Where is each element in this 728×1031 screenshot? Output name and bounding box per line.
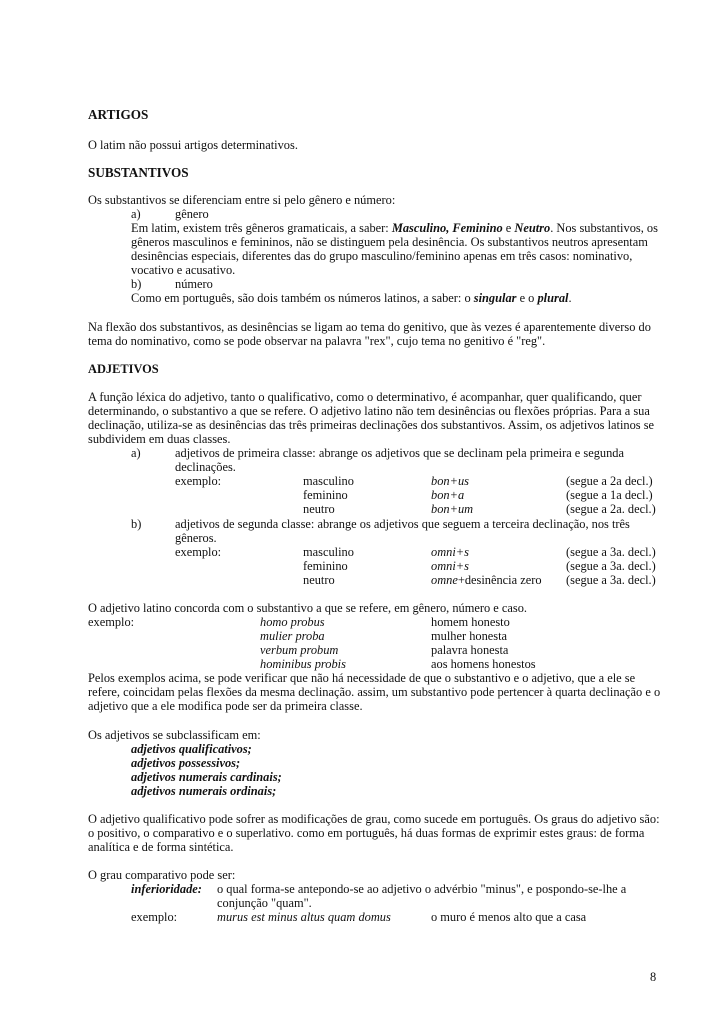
adj-p1-line1: A função léxica do adjetivo, tanto o qualificativo, como o determinativo, é acompanhar, quer qualificando, quer bbox=[88, 390, 642, 404]
concorda-pt: aos homens honestos bbox=[431, 657, 536, 671]
text-part: . bbox=[568, 291, 572, 305]
forma-italic: omne bbox=[431, 573, 458, 587]
text-part: Como em português, são dois também os números latinos, a saber: o bbox=[131, 291, 474, 305]
term-masc-fem: Masculino, Feminino bbox=[391, 221, 503, 235]
subclass-intro: Os adjetivos se subclassificam em: bbox=[88, 728, 261, 742]
pelos-line3: adjetivo que a ele modifica pode ser da primeira classe. bbox=[88, 699, 363, 713]
pelos-line1: Pelos exemplos acima, se pode verificar que não há necessidade de que o substantivo e o adjetivo, que a ele se bbox=[88, 671, 636, 685]
adj-b-line2: gêneros. bbox=[175, 531, 217, 545]
concorda-latim: homo probus bbox=[260, 615, 325, 629]
grau-line1: O adjetivo qualificativo pode sofrer as modificações de grau, como sucede em português. Os graus do adjetivo são: bbox=[88, 812, 660, 826]
text-part: e o bbox=[516, 291, 538, 305]
ex-b-forma: omni+s bbox=[431, 545, 469, 559]
subst-a-title: gênero bbox=[175, 207, 209, 221]
heading-substantivos: SUBSTANTIVOS bbox=[88, 165, 189, 180]
concorda-latim: verbum probum bbox=[260, 643, 339, 657]
grau-line2: o positivo, o comparativo e o superlativo. como em português, há duas formas de exprimir estes graus: de forma bbox=[88, 826, 645, 840]
inferioridade-label: inferioridade: bbox=[131, 882, 202, 896]
ex-b-genero: masculino bbox=[303, 545, 354, 559]
subst-a-label: a) bbox=[131, 207, 141, 221]
adj-p1-line3: declinação, utiliza-se as desinências das três primeiras declinações dos substantivos. Assim, os adjetivos latinos se bbox=[88, 418, 655, 432]
adj-a-exemplo-label: exemplo: bbox=[175, 474, 222, 488]
ex-a-forma: bon+us bbox=[431, 474, 469, 488]
inferioridade-exemplo-latim: murus est minus altus quam domus bbox=[217, 910, 391, 924]
comparativo-intro: O grau comparativo pode ser: bbox=[88, 868, 236, 882]
inferioridade-exemplo-pt: o muro é menos alto que a casa bbox=[431, 910, 587, 924]
heading-artigos: ARTIGOS bbox=[88, 107, 149, 122]
ex-a-forma: bon+um bbox=[431, 502, 474, 516]
ex-b-forma bbox=[431, 573, 542, 588]
ex-a-nota: (segue a 2a. decl.) bbox=[566, 502, 656, 516]
concorda-latim: mulier proba bbox=[260, 629, 325, 643]
ex-a-genero: masculino bbox=[303, 474, 354, 488]
adj-p1-line4: subdividem em duas classes. bbox=[88, 432, 231, 446]
adj-b-label: b) bbox=[131, 517, 142, 531]
ex-a-nota: (segue a 1a decl.) bbox=[566, 488, 653, 502]
concorda-pt: palavra honesta bbox=[431, 643, 509, 657]
adj-b-line1: adjetivos de segunda classe: abrange os adjetivos que seguem a terceira declinação, nos três bbox=[175, 517, 630, 531]
ex-a-forma: bon+a bbox=[431, 488, 465, 502]
flexao-line2: tema do nominativo, como se pode observar na palavra "rex", cujo tema no genitivo é "reg". bbox=[88, 334, 546, 348]
concorda-pt: homem honesto bbox=[431, 615, 510, 629]
adj-concorda: O adjetivo latino concorda com o substantivo a que se refere, em gênero, número e caso. bbox=[88, 601, 528, 615]
subclass-item: adjetivos numerais ordinais; bbox=[131, 784, 277, 798]
text-part: . Nos substantivos, os bbox=[550, 221, 658, 235]
inferioridade-exemplo-label: exemplo: bbox=[131, 910, 178, 924]
forma-rest: +desinência zero bbox=[457, 573, 542, 587]
ex-a-genero: neutro bbox=[303, 502, 335, 516]
subclass-item: adjetivos qualificativos; bbox=[131, 742, 252, 756]
adj-a-label: a) bbox=[131, 446, 141, 460]
adj-b-exemplo-label: exemplo: bbox=[175, 545, 222, 559]
ex-b-genero: neutro bbox=[303, 573, 335, 587]
grau-line3: analítica e de forma sintética. bbox=[88, 840, 234, 854]
term-singular: singular bbox=[473, 291, 517, 305]
text-part: e bbox=[502, 221, 515, 235]
term-plural: plural bbox=[537, 291, 569, 305]
concorda-pt: mulher honesta bbox=[431, 629, 508, 643]
heading-adjetivos: ADJETIVOS bbox=[88, 362, 159, 376]
subst-a-line1 bbox=[131, 221, 658, 236]
inferioridade-line2: conjunção "quam". bbox=[217, 896, 312, 910]
adj-a-line1: adjetivos de primeira classe: abrange os adjetivos que se declinam pela primeira e segunda bbox=[175, 446, 624, 460]
subst-b-label: b) bbox=[131, 277, 142, 291]
ex-b-nota: (segue a 3a. decl.) bbox=[566, 573, 656, 587]
ex-a-genero: feminino bbox=[303, 488, 348, 502]
subst-a-line3: desinências especiais, diferentes das do grupo masculino/feminino apenas em três casos: nominativo, bbox=[131, 249, 633, 263]
concorda-exemplo-label: exemplo: bbox=[88, 615, 135, 629]
subst-b-title: número bbox=[175, 277, 213, 291]
term-neutro: Neutro bbox=[514, 221, 551, 235]
subst-a-line4: vocativo e acusativo. bbox=[131, 263, 236, 277]
inferioridade-line1: o qual forma-se antepondo-se ao adjetivo o advérbio "minus", e pospondo-se-lhe a bbox=[217, 882, 627, 896]
text-part: Em latim, existem três gêneros gramaticais, a saber: bbox=[131, 221, 392, 235]
subst-b-line1 bbox=[131, 291, 572, 306]
ex-b-nota: (segue a 3a. decl.) bbox=[566, 545, 656, 559]
adj-p1-line2: determinando, o substantivo a que se refere. O adjetivo latino não tem desinências ou flexões próprias. Para a sua bbox=[88, 404, 650, 418]
concorda-latim: hominibus probis bbox=[260, 657, 346, 671]
subclass-item: adjetivos possessivos; bbox=[131, 756, 241, 770]
artigos-text: O latim não possui artigos determinativos. bbox=[88, 138, 298, 152]
ex-b-nota: (segue a 3a. decl.) bbox=[566, 559, 656, 573]
page-number: 8 bbox=[650, 970, 657, 984]
substantivos-intro: Os substantivos se diferenciam entre si pelo gênero e número: bbox=[88, 193, 396, 207]
ex-b-forma: omni+s bbox=[431, 559, 469, 573]
pelos-line2: refere, coincidam pelas flexões da mesma declinação. assim, um substantivo pode pertencer à quarta declinação e o bbox=[88, 685, 661, 699]
subst-a-line2: gêneros masculinos e femininos, não se distinguem pela desinência. Os substantivos neutros apresentam bbox=[131, 235, 648, 249]
adj-a-line2: declinações. bbox=[175, 460, 236, 474]
flexao-line1: Na flexão dos substantivos, as desinências se ligam ao tema do genitivo, que às vezes é aparentemente diverso do bbox=[88, 320, 651, 334]
subclass-item: adjetivos numerais cardinais; bbox=[131, 770, 282, 784]
ex-b-genero: feminino bbox=[303, 559, 348, 573]
ex-a-nota: (segue a 2a decl.) bbox=[566, 474, 653, 488]
